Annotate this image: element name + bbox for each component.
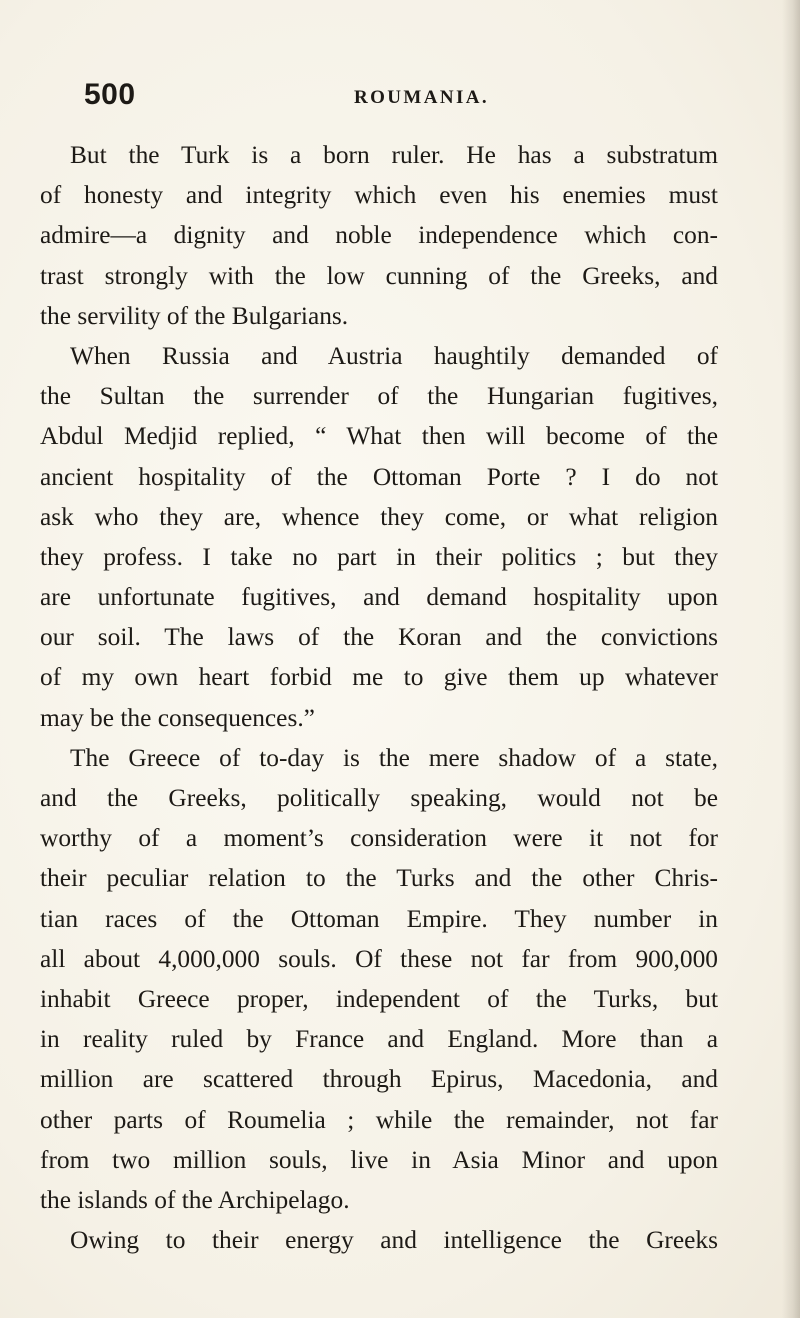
page-edge-shadow [782,0,800,1318]
text-line: admire—a dignity and noble independence which con- [40,221,718,250]
text-line: Abdul Medjid replied, “ What then will become of the [40,422,718,451]
text-line: all about 4,000,000 souls. Of these not far from 900,000 [40,944,718,973]
text-line: of my own heart forbid me to give them up whatever [40,663,718,692]
text-line: million are scattered through Epirus, Macedonia, and [40,1065,718,1094]
text-line: ancient hospitality of the Ottoman Porte ? I do not [40,462,718,491]
text-line: the Sultan the surrender of the Hungarian fugitives, [40,382,718,411]
text-line: inhabit Greece proper, independent of the Turks, but [40,984,718,1013]
text-line: may be the consequences.” [40,703,315,732]
text-line: and the Greeks, politically speaking, would not be [40,784,718,812]
text-line: of honesty and integrity which even his enemies must [40,181,718,210]
text-line: trast strongly with the low cunning of the Greeks, and [40,261,718,290]
page-number: 500 [84,78,136,111]
text-line: ask who they are, whence they come, or what religion [40,502,718,531]
text-line: the islands of the Archipelago. [40,1185,350,1214]
text-line: our soil. The laws of the Koran and the convictions [40,623,718,652]
text-line: their peculiar relation to the Turks and the other Chris- [40,864,718,893]
text-line: But the Turk is a born ruler. He has a substratum [70,141,718,169]
text-line: other parts of Roumelia ; while the remainder, not far [40,1105,718,1134]
text-line: The Greece of to-day is the mere shadow of a state, [70,743,718,772]
text-line: from two million souls, live in Asia Minor and upon [40,1145,718,1174]
text-line: are unfortunate fugitives, and demand hospitality upon [40,583,718,612]
text-line: the servility of the Bulgarians. [40,301,349,330]
running-head: ROUMANIA. [354,87,490,108]
text-line: worthy of a moment’s consideration were it not for [40,824,718,853]
text-line: Owing to their energy and intelligence the Greeks [70,1226,718,1255]
text-line: When Russia and Austria haughtily demanded of [70,341,718,370]
body-text [40,135,718,1260]
text-line: tian races of the Ottoman Empire. They number in [40,904,718,933]
text-line: they profess. I take no part in their politics ; but they [40,542,718,571]
text-line: in reality ruled by France and England. More than a [40,1025,718,1054]
page-header [84,78,724,118]
